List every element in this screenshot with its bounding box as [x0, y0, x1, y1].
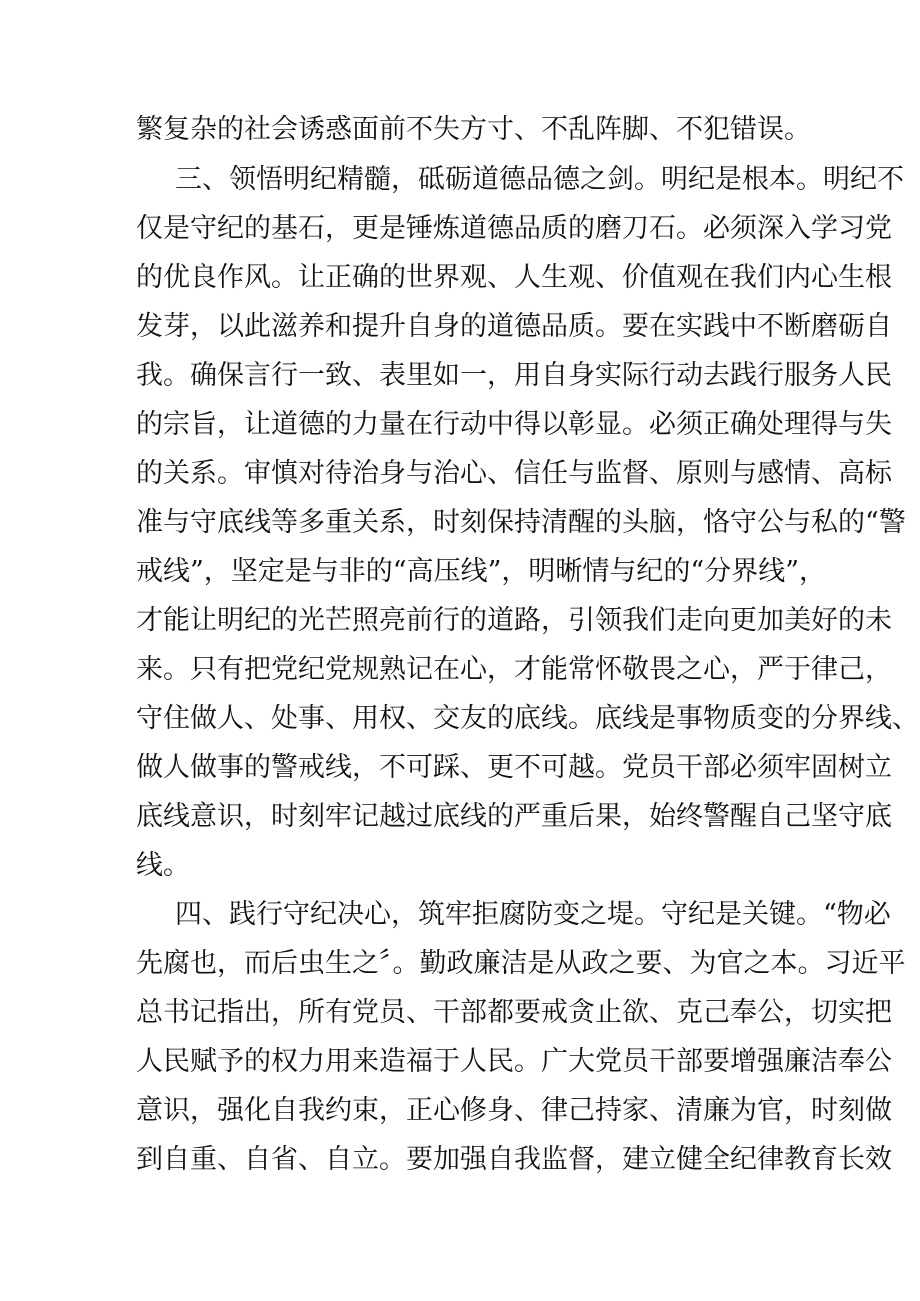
paragraph-4-line-4: 人民赋予的权力用来造福于人民。广大党员干部要增强廉洁奉公	[136, 1046, 892, 1077]
paragraph-3-line-3: 的优良作风。让正确的世界观、人生观、价值观在我们内心生根	[136, 262, 892, 293]
paragraph-4-line-1: 四、践行守纪决心，筑牢拒腐防变之堤。守纪是关键。“物必	[175, 899, 891, 930]
paragraph-3-line-9: 戒线”，坚定是与非的“高压线”，明晰情与纪的“分界线”，	[136, 556, 827, 587]
paragraph-3-line-15: 线。	[136, 850, 190, 881]
paragraph-4-line-6: 到自重、自省、自立。要加强自我监督，建立健全纪律教育长效	[136, 1144, 892, 1175]
paragraph-4-line-5: 意识，强化自我约束，正心修身、律己持家、清廉为官，时刻做	[136, 1095, 892, 1126]
paragraph-3-line-13: 做人做事的警戒线，不可踩、更不可越。党员干部必须牢固树立	[136, 752, 892, 783]
paragraph-3-line-2: 仅是守纪的基石，更是锤炼道德品质的磨刀石。必须深入学习党	[136, 213, 892, 244]
paragraph-3-line-5: 我。确保言行一致、表里如一，用自身实际行动去践行服务人民	[136, 360, 892, 391]
paragraph-3-line-14: 底线意识，时刻牢记越过底线的严重后果，始终警醒自己坚守底	[136, 801, 892, 832]
text-line-1: 繁复杂的社会诱惑面前不失方寸、不乱阵脚、不犯错误。	[136, 114, 811, 145]
paragraph-3-line-12: 守住做人、处事、用权、交友的底线。底线是事物质变的分界线、	[136, 703, 919, 734]
paragraph-4-line-3: 总书记指出，所有党员、干部都要戒贪止欲、克己奉公，切实把	[136, 997, 892, 1028]
paragraph-4-line-2: 先腐也，而后虫生之〞。勤政廉洁是从政之要、为官之本。习近平	[136, 948, 906, 979]
paragraph-3-line-11: 来。只有把党纪党规熟记在心，才能常怀敬畏之心，严于律己，	[136, 654, 892, 685]
paragraph-3-line-4: 发芽，以此滋养和提升自身的道德品质。要在实践中不断磨砺自	[136, 311, 892, 342]
paragraph-3-line-8: 准与守底线等多重关系，时刻保持清醒的头脑，恪守公与私的“警	[136, 507, 906, 538]
paragraph-3-line-6: 的宗旨，让道德的力量在行动中得以彰显。必须正确处理得与失	[136, 409, 892, 440]
paragraph-3-line-10: 才能让明纪的光芒照亮前行的道路，引领我们走向更加美好的未	[136, 605, 892, 636]
paragraph-3-line-1: 三、领悟明纪精髓，砥砺道德品德之剑。明纪是根本。明纪不	[175, 164, 904, 195]
paragraph-3-line-7: 的关系。审慎对待治身与治心、信任与监督、原则与感情、高标	[136, 458, 892, 489]
